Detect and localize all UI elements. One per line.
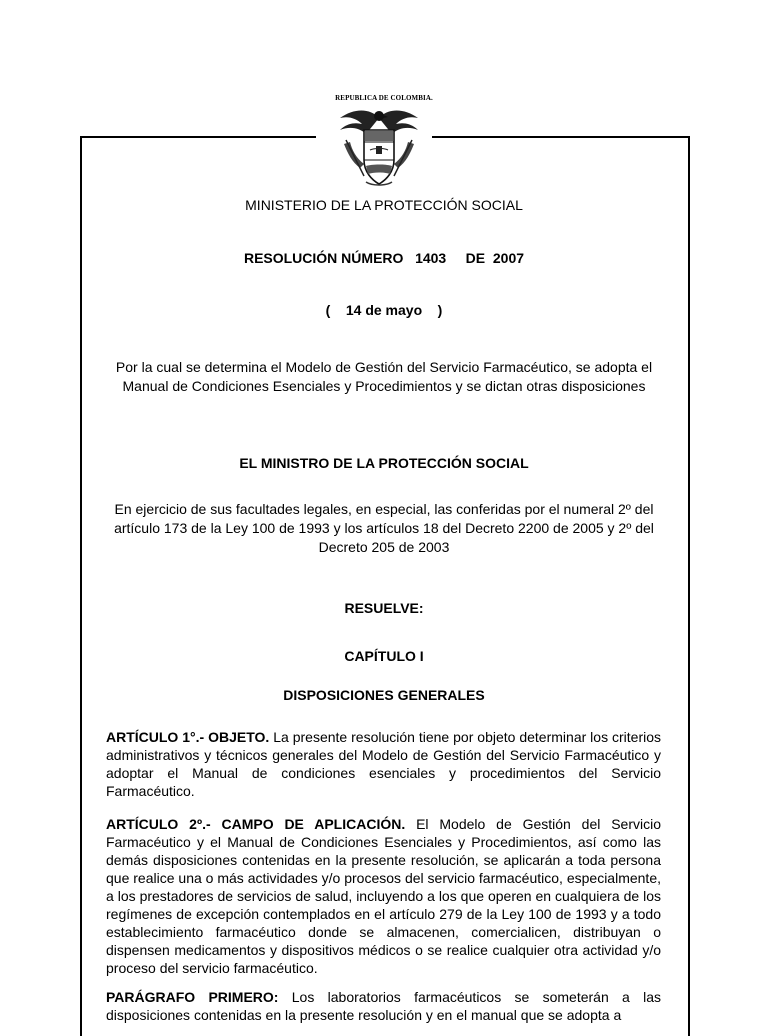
coat-of-arms-seal	[330, 104, 428, 190]
chapter-heading: CAPÍTULO I	[344, 648, 424, 664]
republica-header: REPUBLICA DE COLOMBIA.	[335, 94, 433, 102]
article-1	[106, 728, 661, 800]
general-provisions-heading: DISPOSICIONES GENERALES	[283, 687, 485, 703]
paragraph-1-heading: PARÁGRAFO PRIMERO:	[106, 989, 279, 1005]
minister-heading: EL MINISTRO DE LA PROTECCIÓN SOCIAL	[239, 455, 529, 471]
article-2-heading: ARTÍCULO 2º.- CAMPO DE APLICACIÓN.	[106, 816, 406, 832]
resuelve-heading: RESUELVE:	[344, 600, 424, 616]
resolution-number: RESOLUCIÓN NÚMERO 1403 DE 2007	[243, 250, 525, 266]
article-2-body: El Modelo de Gestión del Servicio Farmacéutico y el Manual de Condiciones Esenciales y Procedimientos, así como las demás disposiciones contenidas en la presente resolución, se aplicarán a toda persona que realice una o más actividades y/o procesos del servicio farmacéutico, especialmente, a los prestadores de servicios de salud, incluyendo a los que operen en cualquiera de los regímenes de excepción contemplados en el artículo 279 de la Ley 100 de 1993 y a todo establecimiento farmacéutico donde se almacenen, comercialicen, distribuyan o dispensen medicamentos y dispositivos médicos o se realice cualquier otra actividad y/o proceso del servicio farmacéutico.	[106, 816, 662, 976]
article-1-body: La presente resolución tiene por objeto determinar los criterios administrativos y técnicos generales del Modelo de Gestión del Servicio Farmacéutico y adoptar el Manual de condiciones esenciales y procedimientos del Servicio Farmacéutico.	[106, 729, 662, 799]
article-2	[106, 815, 661, 977]
resolution-purpose: Por la cual se determina el Modelo de Gestión del Servicio Farmacéutico, se adopta el Manual de Condiciones Esenciales y Procedimientos y se dictan otras disposiciones	[115, 359, 653, 394]
article-1-heading: ARTÍCULO 1°.- OBJETO.	[106, 729, 270, 745]
resolution-date: ( 14 de mayo )	[325, 302, 443, 318]
legal-basis-paragraph: En ejercicio de sus facultades legales, en especial, las conferidas por el numeral 2º del artículo 173 de la Ley 100 de 1993 y los artículos 18 del Decreto 2200 de 2005 y 2º del Decreto 205 de 2003	[114, 501, 654, 555]
paragraph-1-body: Los laboratorios farmacéuticos se someterán a las disposiciones contenidas en la presente resolución y en el manual que se adopta a	[106, 989, 661, 1023]
ministry-title: MINISTERIO DE LA PROTECCIÓN SOCIAL	[245, 197, 523, 213]
paragraph-1	[106, 988, 661, 1024]
